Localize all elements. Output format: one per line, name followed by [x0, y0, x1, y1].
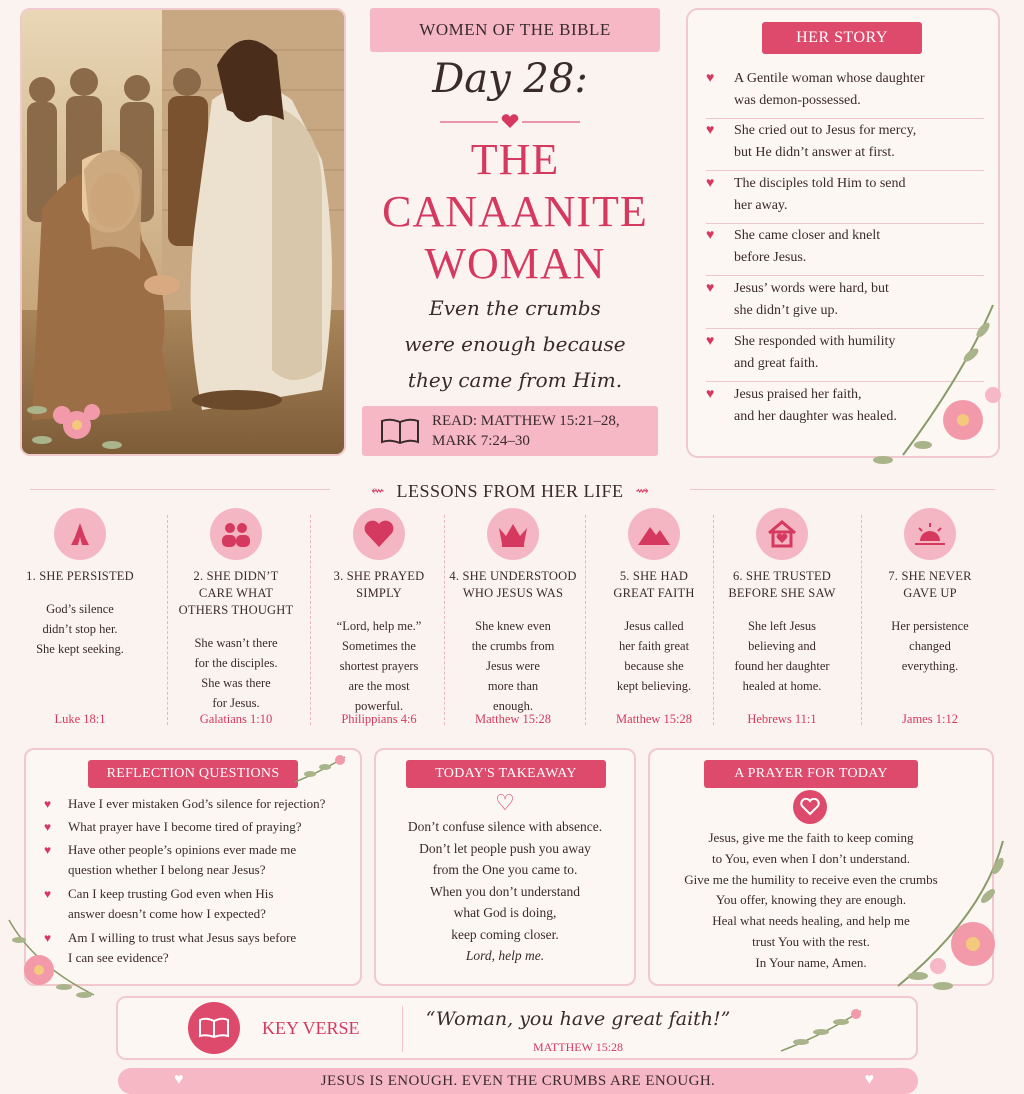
lesson-reference: Matthew 15:28: [615, 712, 693, 726]
lesson-reference: Philippians 4:6: [341, 712, 417, 726]
read-banner: [362, 406, 658, 456]
lesson-body-line: Jesus called: [624, 619, 684, 633]
lesson-title-line: 3. SHE PRAYED: [333, 569, 425, 583]
heart-icon: ♥: [174, 1071, 184, 1088]
lesson-body-line: kept believing.: [616, 679, 692, 693]
lesson-body-line: enough.: [493, 699, 533, 713]
lesson-reference: Galatians 1:10: [199, 712, 273, 726]
reflection-heading-banner: [88, 760, 298, 788]
heart-divider-icon: [440, 112, 580, 132]
heart-bullet-icon: ♥: [44, 797, 52, 811]
her-story-line: before Jesus.: [734, 250, 807, 265]
lesson-body-line: She left Jesus: [747, 619, 817, 633]
day-label: Day 28:: [432, 56, 588, 102]
key-verse-reference: MATTHEW 15:28: [532, 1040, 624, 1054]
reflection-line: I can see evidence?: [68, 950, 169, 965]
people-icon: [210, 508, 262, 560]
reflection-line: What prayer have I become tired of praying?: [68, 819, 302, 834]
takeaway-text: [376, 816, 634, 967]
her-story-item: [706, 120, 984, 171]
takeaway-line: what God is doing,: [453, 905, 557, 920]
reflection-line: Have I ever mistaken God’s silence for rejection?: [68, 796, 326, 811]
lesson-title-line: 6. SHE TRUSTED: [732, 569, 832, 583]
lesson-title-line: SIMPLY: [356, 586, 402, 600]
house-heart-icon: [756, 508, 808, 560]
right-arrow-icon: ⇝: [635, 483, 649, 500]
heart-bullet-icon: ♥: [44, 931, 52, 945]
takeaway-line: When you don’t understand: [429, 883, 581, 899]
takeaway-heading-banner: [406, 760, 606, 788]
lesson-body-line: She knew even: [475, 619, 551, 633]
lesson-body-line: are the most: [348, 679, 410, 693]
lessons-heading: LESSONS FROM HER LIFE: [396, 480, 624, 501]
lesson-body-line: healed at home.: [742, 679, 822, 693]
lesson-body-line: Jesus were: [486, 659, 540, 673]
lesson-body-line: Sometimes the: [342, 639, 416, 653]
crown-icon: [487, 508, 539, 560]
lesson-body-line: shortest prayers: [339, 659, 419, 673]
lesson-title-line: CARE WHAT: [198, 586, 274, 600]
lesson-body-line: “Lord, help me.”: [336, 619, 422, 633]
heart-icon: [353, 508, 405, 560]
heart-bullet-icon: ♥: [44, 820, 52, 834]
lesson-body-line: God’s silence: [46, 602, 114, 616]
flower-decoration-icon: [888, 836, 1018, 996]
heart-bullet-icon: ♥: [706, 387, 715, 402]
her-story-heading-banner: [762, 22, 922, 54]
lesson-title: [862, 568, 998, 602]
her-story-item: [706, 225, 984, 276]
reflection-question: [44, 794, 354, 814]
lesson-body-line: for Jesus.: [212, 696, 260, 710]
leaf-sprig-icon: [290, 752, 350, 788]
lesson-body-line: the crumbs from: [471, 639, 555, 653]
lesson-body-line: powerful.: [354, 699, 404, 713]
reflection-question-text: [68, 840, 296, 880]
reflection-line: Have other people’s opinions ever made me: [68, 842, 297, 857]
lesson-body-line: She kept seeking.: [36, 642, 124, 656]
series-title: WOMEN OF THE BIBLE: [419, 20, 611, 39]
her-story-text: [734, 173, 905, 217]
open-book-icon: [380, 416, 420, 446]
lesson-body-line: changed: [909, 639, 951, 653]
lesson-title: [168, 568, 304, 619]
lesson-column: [311, 508, 447, 738]
heart-bullet-icon: ♥: [44, 843, 52, 857]
lesson-body-line: Her persistence: [891, 619, 969, 633]
her-story-line: She came closer and knelt: [734, 228, 881, 243]
reflection-question-text: [68, 928, 296, 968]
illustration-jesus-and-woman: [20, 8, 346, 456]
lesson-title-line: 5. SHE HAD: [619, 569, 689, 583]
footer-banner: [118, 1068, 918, 1094]
her-story-panel: [686, 8, 1000, 458]
lesson-column: [168, 508, 304, 738]
flower-decoration-icon: [4, 915, 100, 1001]
lesson-body-line: She was there: [201, 676, 271, 690]
reflection-question: [44, 817, 354, 837]
lesson-separator: [713, 515, 714, 725]
heart-bullet-icon: ♥: [706, 228, 715, 243]
lesson-body-line: for the disciples.: [194, 656, 278, 670]
heart-bullet-icon: ♥: [706, 123, 715, 138]
her-story-line: A Gentile woman whose daughter: [734, 71, 925, 86]
flower-decoration-icon: [22, 380, 132, 456]
lesson-body-line: everything.: [901, 659, 959, 673]
her-story-line: and great faith.: [734, 356, 819, 371]
lesson-body: [311, 616, 447, 716]
read-line: MARK 7:24–30: [432, 433, 530, 449]
lesson-column: [862, 508, 998, 738]
her-story-line: She responded with humility: [734, 334, 896, 349]
lesson-reference: James 1:12: [902, 712, 958, 726]
title-line: WOMAN: [424, 239, 606, 288]
lesson-separator: [310, 515, 311, 725]
her-story-text: [734, 68, 925, 112]
praying-hands-icon: [54, 508, 106, 560]
lesson-body-line: believing and: [748, 639, 816, 653]
reflection-question: [44, 840, 354, 880]
her-story-line: and her daughter was healed.: [734, 409, 897, 424]
prayer-line: Jesus, give me the faith to keep coming: [708, 830, 914, 845]
takeaway-line: Don’t confuse silence with absence.: [407, 819, 603, 834]
title-line: THE: [470, 135, 560, 184]
her-story-line: Jesus’ words were hard, but: [734, 281, 889, 296]
lesson-column: [12, 508, 148, 738]
lesson-body-line: more than: [487, 679, 539, 693]
lesson-separator: [861, 515, 862, 725]
lesson-title-line: 2. SHE DIDN’T: [193, 569, 279, 583]
reflection-heading: REFLECTION QUESTIONS: [106, 766, 280, 781]
lesson-title-line: 4. SHE UNDERSTOOD: [449, 569, 577, 583]
her-story-line: She cried out to Jesus for mercy,: [734, 123, 917, 138]
lesson-title-line: 7. SHE NEVER: [888, 569, 972, 583]
her-story-line: her away.: [734, 198, 788, 213]
flower-decoration-icon: [863, 295, 1003, 465]
reflection-question-text: [68, 794, 325, 814]
lesson-separator: [444, 515, 445, 725]
lesson-column: [714, 508, 850, 738]
lesson-body: [714, 616, 850, 696]
title-line: CANAANITE: [382, 187, 648, 236]
lesson-title: [445, 568, 581, 602]
heart-outline-icon: ♡: [495, 790, 515, 815]
reflection-line: question whether I belong near Jesus?: [68, 862, 266, 877]
takeaway-line: from the One you came to.: [432, 862, 578, 877]
lesson-column: [445, 508, 581, 738]
her-story-heading: HER STORY: [796, 29, 888, 46]
lesson-title-line: GAVE UP: [903, 586, 957, 600]
prayer-line: Heal what needs healing, and help me: [712, 913, 910, 929]
lesson-reference: Luke 18:1: [54, 712, 106, 726]
takeaway-line: keep coming closer.: [451, 926, 559, 942]
key-verse-quote: “Woman, you have great faith!”: [425, 1008, 731, 1030]
open-book-icon: [188, 1002, 240, 1054]
left-arrow-icon: ⇜: [371, 483, 385, 500]
lesson-body: [445, 616, 581, 716]
lesson-reference: Matthew 15:28: [474, 712, 552, 726]
prayer-heading-banner: [704, 760, 918, 788]
lesson-body-line: her faith great: [618, 639, 690, 653]
her-story-line: she didn’t give up.: [734, 303, 838, 318]
lesson-title-line: OTHERS THOUGHT: [178, 603, 294, 617]
prayer-line: You offer, knowing they are enough.: [715, 892, 907, 908]
sunrise-icon: [904, 508, 956, 560]
lesson-title-line: GREAT FAITH: [613, 586, 695, 600]
prayer-line: In Your name, Amen.: [755, 954, 867, 970]
takeaway-closing: Lord, help me.: [465, 948, 545, 963]
lesson-body: [12, 599, 148, 659]
her-story-line: The disciples told Him to send: [734, 176, 906, 191]
tagline-line: were enough because: [404, 332, 626, 356]
heart-bullet-icon: ♥: [706, 334, 715, 349]
takeaway-line: Don’t let people push you away: [419, 840, 591, 856]
mountain-icon: [628, 508, 680, 560]
lesson-title: [311, 568, 447, 602]
reflection-line: answer doesn’t come how I expected?: [68, 906, 266, 921]
key-verse-label: KEY VERSE: [262, 1018, 360, 1038]
heart-bullet-icon: ♥: [706, 71, 715, 86]
tagline-line: they came from Him.: [407, 368, 623, 392]
page-title: [350, 134, 680, 290]
lesson-separator: [585, 515, 586, 725]
lesson-body-line: because she: [624, 659, 684, 673]
reflection-line: Am I willing to trust what Jesus says before: [68, 930, 297, 945]
leaf-sprig-icon: [776, 1006, 866, 1056]
lesson-title: [586, 568, 722, 602]
prayer-line: Give me the humility to receive even the crumbs: [684, 871, 938, 887]
lesson-title-line: 1. SHE PERSISTED: [26, 569, 134, 583]
lesson-column: [586, 508, 722, 738]
lesson-reference: Hebrews 11:1: [747, 712, 817, 726]
her-story-text: [734, 120, 916, 164]
her-story-item: [706, 173, 984, 224]
reflection-question-text: [68, 817, 302, 837]
footer-text: JESUS IS ENOUGH. EVEN THE CRUMBS ARE ENOUGH.: [320, 1072, 716, 1089]
lesson-separator: [167, 515, 168, 725]
lesson-title-line: BEFORE SHE SAW: [728, 586, 836, 600]
series-title-banner: [370, 8, 660, 52]
heart-bullet-icon: ♥: [706, 176, 715, 191]
takeaway-heading: TODAY'S TAKEAWAY: [435, 766, 577, 781]
heart-bullet-icon: ♥: [44, 887, 52, 901]
her-story-line: was demon-possessed.: [734, 93, 861, 108]
prayer-heading: A PRAYER FOR TODAY: [734, 766, 888, 781]
heart-icon: ♥: [864, 1071, 874, 1088]
tagline-line: Even the crumbs: [429, 296, 601, 320]
read-reference: [432, 411, 620, 451]
heart-circle-icon: [793, 790, 827, 824]
her-story-text: [734, 225, 880, 269]
key-verse-divider: [402, 1006, 403, 1052]
lesson-body: [862, 616, 998, 676]
lesson-title: [714, 568, 850, 602]
lesson-body: [586, 616, 722, 696]
lesson-body-line: found her daughter: [734, 659, 830, 673]
her-story-item: [706, 68, 984, 119]
takeaway-panel: [374, 748, 636, 986]
prayer-line: to You, even when I don’t understand.: [712, 850, 910, 866]
lesson-body-line: She wasn’t there: [194, 636, 278, 650]
read-line: READ: MATTHEW 15:21–28,: [432, 413, 620, 429]
reflection-line: Can I keep trusting God even when His: [68, 886, 274, 901]
prayer-line: trust You with the rest.: [752, 933, 870, 949]
lessons-heading-wrap: [330, 478, 690, 504]
heart-bullet-icon: ♥: [706, 281, 715, 296]
lesson-body: [168, 633, 304, 713]
her-story-line: Jesus praised her faith,: [734, 387, 862, 402]
lesson-title-line: WHO JESUS WAS: [462, 586, 564, 600]
lesson-title: [12, 568, 148, 585]
tagline: [360, 290, 670, 398]
her-story-line: but He didn’t answer at first.: [734, 145, 895, 160]
lesson-body-line: didn’t stop her.: [42, 622, 118, 636]
